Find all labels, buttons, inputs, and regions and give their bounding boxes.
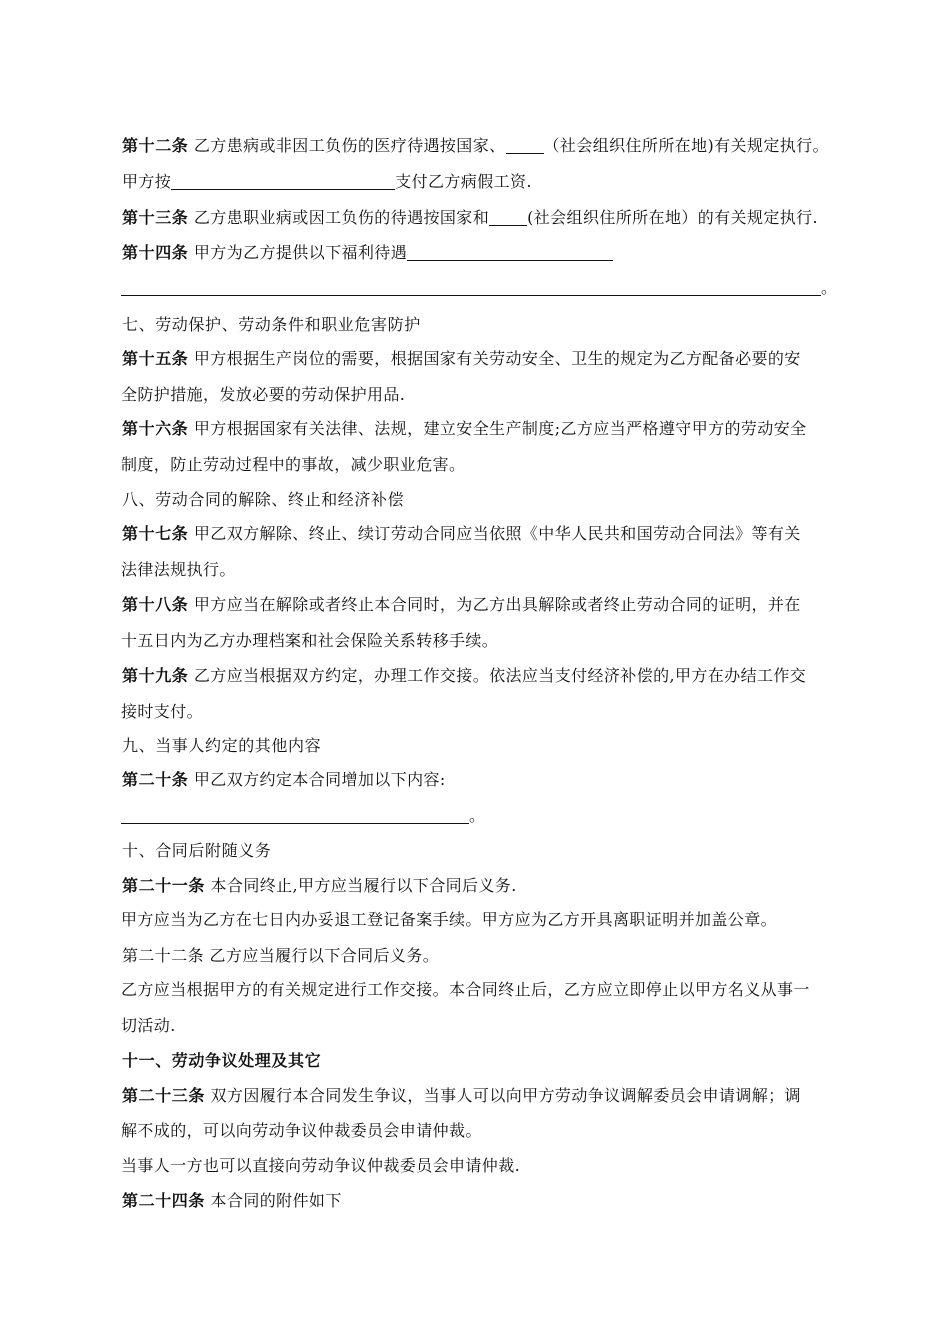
- article-24-line: [122, 1190, 342, 1212]
- article-22-line3: 切活动.: [121, 1016, 176, 1035]
- article-20-text: 甲乙双方约定本合同增加以下内容:: [193, 770, 446, 789]
- article-19-label: 第十九条: [122, 666, 189, 685]
- article-17-line1: [122, 523, 801, 545]
- article-17-label: 第十七条: [122, 524, 189, 543]
- article-16-label: 第十六条: [122, 419, 189, 438]
- article-12-blank[interactable]: [506, 137, 544, 154]
- article-18-line1: [122, 594, 801, 616]
- article-24-label: 第二十四条: [122, 1191, 206, 1210]
- article-20-line2: [121, 805, 485, 827]
- article-14-end: 。: [821, 278, 838, 297]
- article-14-line: [122, 242, 613, 264]
- article-13-blank[interactable]: [489, 209, 527, 226]
- article-24-text: 本合同的附件如下: [210, 1191, 342, 1210]
- article-12-text-b: （社会组织住所所在地)有关规定执行。: [543, 136, 829, 155]
- article-12-line: [122, 135, 829, 157]
- article-18-line2: 十五日内为乙方办理档案和社会保险关系转移手续。: [121, 631, 499, 650]
- article-17-line2: 法律法规执行。: [121, 560, 236, 579]
- section-8-title: 八、劳动合同的解除、终止和经济补偿: [122, 490, 405, 509]
- article-13-line: [122, 207, 818, 229]
- article-20-line: [122, 769, 446, 791]
- article-19-line1: [122, 665, 806, 687]
- article-21-line: [122, 875, 517, 897]
- benefits-blank-2[interactable]: [121, 279, 821, 296]
- article-22-line: [122, 945, 439, 967]
- article-19-text1: 乙方应当根据双方约定，办理工作交接。依法应当支付经济补偿的,甲方在办结工作交: [193, 666, 807, 685]
- article-18-text1: 甲方应当在解除或者终止本合同时，为乙方出具解除或者终止劳动合同的证明，并在: [193, 595, 801, 614]
- article-19-line2: 接时支付。: [121, 702, 204, 721]
- sick-pay-blank[interactable]: [171, 173, 395, 190]
- article-14-label: 第十四条: [122, 243, 189, 262]
- article-13-text-a: 乙方患职业病或因工负伤的待遇按国家和: [193, 208, 490, 227]
- section-11-title: 十一、劳动争议处理及其它: [122, 1051, 322, 1070]
- article-12b-text-a: 甲方按: [122, 172, 172, 191]
- article-18-label: 第十八条: [122, 595, 189, 614]
- article-13-label: 第十三条: [122, 208, 189, 227]
- section-7-title: 七、劳动保护、劳动条件和职业危害防护: [122, 315, 421, 334]
- article-21-label: 第二十一条: [122, 876, 206, 895]
- article-14-line2: [121, 277, 837, 299]
- article-15-label: 第十五条: [122, 349, 189, 368]
- section-10-title: 十、合同后附随义务: [122, 841, 272, 860]
- article-22-line2: 乙方应当根据甲方的有关规定进行工作交接。本合同终止后，乙方应立即停止以甲方名义从事一: [121, 980, 810, 999]
- article-23-label: 第二十三条: [122, 1086, 206, 1105]
- article-12b-text-b: 支付乙方病假工资.: [395, 172, 532, 191]
- article-23-line3: 当事人一方也可以直接向劳动争议仲裁委员会申请仲裁.: [121, 1156, 521, 1175]
- article-20-label: 第二十条: [122, 770, 189, 789]
- article-14-text: 甲方为乙方提供以下福利待遇: [193, 243, 408, 262]
- section-9-title: 九、当事人约定的其他内容: [122, 736, 322, 755]
- article-15-text1: 甲方根据生产岗位的需要，根据国家有关劳动安全、卫生的规定为乙方配备必要的安: [193, 349, 801, 368]
- article-16-line2: 制度，防止劳动过程中的事故，减少职业危害。: [121, 455, 466, 474]
- article-22-label: 第二十二条: [122, 946, 205, 965]
- article-23-line2: 解不成的，可以向劳动争议仲裁委员会申请仲裁。: [121, 1121, 482, 1140]
- article-21-text: 本合同终止,甲方应当履行以下合同后义务.: [210, 876, 517, 895]
- article-23-line1: [122, 1085, 801, 1107]
- article-12-text-a: 乙方患病或非因工负伤的医疗待遇按国家、: [193, 136, 506, 155]
- article-20-end: 。: [469, 806, 486, 825]
- extra-terms-blank[interactable]: [121, 807, 469, 824]
- benefits-blank[interactable]: [407, 244, 613, 261]
- article-13-text-b: (社会组织住所所在地）的有关规定执行.: [527, 208, 819, 227]
- article-15-line2: 全防护措施，发放必要的劳动保护用品.: [121, 385, 406, 404]
- article-16-text1: 甲方根据国家有关法律、法规，建立安全生产制度;乙方应当严格遵守甲方的劳动安全: [193, 419, 807, 438]
- article-12-label: 第十二条: [122, 136, 189, 155]
- article-16-line1: [122, 418, 807, 440]
- article-15-line1: [122, 348, 801, 370]
- article-23-text1: 双方因履行本合同发生争议，当事人可以向甲方劳动争议调解委员会申请调解；调: [210, 1086, 801, 1105]
- article-22-text: 乙方应当履行以下合同后义务。: [209, 946, 440, 965]
- article-12-line2: [122, 171, 532, 193]
- article-21-line2: 甲方应当为乙方在七日内办妥退工登记备案手续。甲方应为乙方开具离职证明并加盖公章。: [121, 910, 778, 929]
- article-17-text1: 甲乙双方解除、终止、续订劳动合同应当依照《中华人民共和国劳动合同法》等有关: [193, 524, 801, 543]
